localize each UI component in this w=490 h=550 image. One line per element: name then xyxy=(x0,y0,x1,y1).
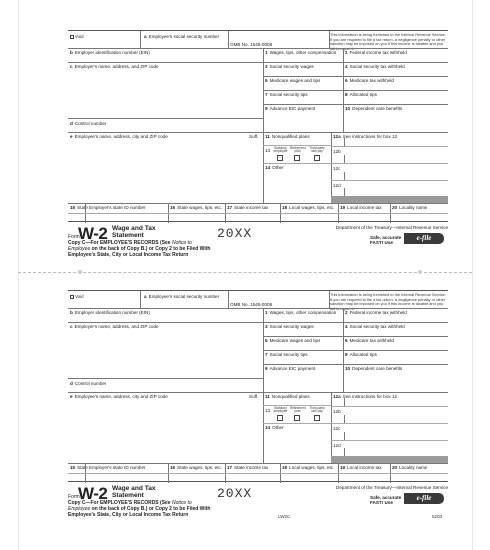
copy-desc-line: Copy C—For EMPLOYEE'S RECORDS (See xyxy=(68,500,171,506)
box-13-number: 13 xyxy=(265,408,271,413)
box-label: Employer's name, address, and ZIP code xyxy=(74,324,159,329)
box-label: Advance EIC payment xyxy=(269,366,316,371)
box-12b[interactable]: 12b xyxy=(333,409,341,414)
treasury-department: Department of the Treasury—Internal Revenue Service xyxy=(335,225,448,230)
grid-line xyxy=(68,322,263,323)
box-e-employee[interactable] xyxy=(70,394,168,399)
grid-line xyxy=(329,31,330,48)
box-label: Local wages, tips, etc. xyxy=(289,205,335,210)
box-12d[interactable]: 12d xyxy=(333,183,341,188)
omb-number: OMB No. 1545-0008 xyxy=(230,302,273,307)
form-w2-title: W-2 xyxy=(78,484,108,503)
form-w2-title: W-2 xyxy=(78,224,108,243)
box-label: Local income tax xyxy=(347,205,382,210)
tax-year: 20XX xyxy=(217,486,253,501)
box-10[interactable] xyxy=(345,106,402,111)
box-label: Nonqualified plans xyxy=(271,134,310,139)
grid-line xyxy=(228,31,229,48)
void-label: Void xyxy=(75,294,84,299)
copy-c-description xyxy=(68,500,268,518)
copy-c-description xyxy=(68,240,268,258)
box-20[interactable] xyxy=(392,205,427,210)
retirement-plan-checkbox[interactable] xyxy=(294,415,300,421)
box-label: Wages, tips, other compensation xyxy=(269,310,337,315)
box-b-ein[interactable] xyxy=(70,310,150,315)
box-number: 6 xyxy=(345,78,348,83)
box-5[interactable] xyxy=(265,78,320,83)
box-letter: e xyxy=(70,134,73,139)
shaded-area xyxy=(331,196,448,203)
box-number: 12a xyxy=(333,134,341,139)
box-7[interactable] xyxy=(265,352,308,357)
form-product-code: LW2C xyxy=(278,514,291,519)
copy-desc-line: on the back of Copy B.) or Copy 2 to be Filed With xyxy=(91,246,211,252)
box-label: Dependent care benefits xyxy=(352,106,403,111)
box-label: Social security tips xyxy=(269,92,308,97)
grid-line xyxy=(331,180,448,181)
copy-desc-employee: Employee xyxy=(68,246,91,252)
statutory-employee-checkbox[interactable] xyxy=(277,415,283,421)
grid-line xyxy=(68,132,448,133)
grid-line xyxy=(263,76,448,77)
void-label: Void xyxy=(75,34,84,39)
statutory-employee-label: Statutory employee xyxy=(273,406,288,414)
box-number: 17 xyxy=(227,465,233,470)
box-12b[interactable]: 12b xyxy=(333,149,341,154)
box-label: Control number xyxy=(74,121,107,126)
box-8[interactable] xyxy=(345,92,377,97)
code-divider xyxy=(344,188,345,196)
box-number: 7 xyxy=(265,352,268,357)
retirement-plan-label: Retirement plan xyxy=(290,406,306,414)
box-label: Other xyxy=(272,165,284,170)
box-label: See instructions for box 12 xyxy=(342,394,398,399)
box-number: 10 xyxy=(345,366,351,371)
box-14[interactable] xyxy=(265,165,284,170)
box-number: 16 xyxy=(170,465,176,470)
box-number: 12a xyxy=(333,394,341,399)
box-label: Medicare wages and tips xyxy=(269,338,321,343)
grid-line xyxy=(263,423,331,424)
box-label: State income tax xyxy=(234,465,269,470)
box-number: 5 xyxy=(265,78,268,83)
box-label: Social security tax withheld xyxy=(349,64,405,69)
box-number: 15 xyxy=(70,205,76,210)
box-label: Local wages, tips, etc. xyxy=(289,465,335,470)
grid-line xyxy=(331,392,332,463)
title-line: Wage and Tax xyxy=(112,225,156,232)
box-label: Social security tax withheld xyxy=(349,324,405,329)
box-number: 18 xyxy=(282,465,288,470)
grid-line xyxy=(263,308,264,463)
box-1[interactable] xyxy=(265,50,336,55)
grid-line xyxy=(263,163,331,164)
copy-desc-employee: Employee xyxy=(68,506,91,512)
box-15-id[interactable]: Employer's state ID number xyxy=(89,465,146,470)
box-number: 20 xyxy=(392,465,398,470)
box-12c[interactable]: 12c xyxy=(333,426,341,431)
void-checkbox-area[interactable] xyxy=(70,294,84,299)
box-c-employer[interactable] xyxy=(70,324,159,329)
box-label: Social security tips xyxy=(269,352,308,357)
grid-line xyxy=(331,132,332,203)
box-letter: d xyxy=(70,381,73,386)
void-checkbox-area[interactable] xyxy=(70,34,84,39)
suffix-label: Suff. xyxy=(249,134,259,139)
copy-desc-notice: Notice to xyxy=(171,500,192,506)
box-19[interactable] xyxy=(340,205,382,210)
box-number: 8 xyxy=(345,352,348,357)
code-divider xyxy=(344,432,345,440)
grid-line xyxy=(331,146,448,147)
box-12d[interactable]: 12d xyxy=(333,443,341,448)
w2-footer xyxy=(68,223,448,263)
w2-form-grid xyxy=(68,30,448,222)
box-16[interactable] xyxy=(170,465,222,470)
box-2[interactable] xyxy=(345,50,407,55)
box-18[interactable] xyxy=(282,465,334,470)
void-checkbox[interactable] xyxy=(70,295,74,299)
box-number: 4 xyxy=(345,64,348,69)
box-13-number: 13 xyxy=(265,148,271,153)
box-number: 11 xyxy=(265,134,270,139)
box-label: Nonqualified plans xyxy=(271,394,310,399)
box-16[interactable] xyxy=(170,205,222,210)
box-3[interactable] xyxy=(265,64,314,69)
w2-footer xyxy=(68,483,448,523)
grid-line xyxy=(331,406,448,407)
box-label: Employer identification number (EIN) xyxy=(74,310,150,315)
grid-line xyxy=(331,163,448,164)
box-number: 15 xyxy=(70,465,76,470)
grid-line xyxy=(68,213,448,214)
box-label: Wages, tips, other compensation xyxy=(269,50,337,55)
box-label: See instructions for box 12 xyxy=(342,134,398,139)
box-number: 4 xyxy=(345,324,348,329)
box-letter: b xyxy=(70,310,73,315)
box-letter: e xyxy=(70,394,73,399)
box-number: 3 xyxy=(265,324,268,329)
grid-line xyxy=(263,350,448,351)
retirement-plan-label: Retirement plan xyxy=(290,146,306,154)
box-label: Federal income tax withheld xyxy=(349,50,407,55)
perforation-notch xyxy=(418,270,422,274)
grid-line xyxy=(263,104,448,105)
grid-line xyxy=(263,90,448,91)
sheet-edge-left xyxy=(18,0,19,550)
box-18[interactable] xyxy=(282,205,334,210)
box-9[interactable] xyxy=(265,106,315,111)
treasury-department: Department of the Treasury—Internal Revenue Service xyxy=(335,485,448,490)
box-label: Medicare tax withheld xyxy=(349,78,394,83)
sheet-edge-right xyxy=(472,0,473,550)
box-number: 20 xyxy=(392,205,398,210)
box-number: 8 xyxy=(345,92,348,97)
irs-info-text: This information is being furnished to the Internal Revenue Service. If you are required to file a tax return, a negligence penalty or other sanction may be imposed on you if this income is taxable and you fail to report it. xyxy=(330,32,446,51)
third-party-sick-pay-checkbox[interactable] xyxy=(314,155,320,161)
grid-line xyxy=(68,392,448,393)
code-divider xyxy=(344,415,345,423)
box-number: 10 xyxy=(345,106,351,111)
box-label: Federal income tax withheld xyxy=(349,310,407,315)
box-label: Employee's name, address, city and ZIP code xyxy=(74,394,168,399)
box-19[interactable] xyxy=(340,465,382,470)
grid-line xyxy=(68,308,448,309)
box-9[interactable] xyxy=(265,366,315,371)
box-label: Employer identification number (EIN) xyxy=(74,50,150,55)
title-line: Statement xyxy=(112,232,144,239)
box-number: 3 xyxy=(265,64,268,69)
grid-line xyxy=(263,322,448,323)
form-item-number: 5203 xyxy=(432,514,443,519)
box-label: State wages, tips, etc. xyxy=(177,465,223,470)
code-divider xyxy=(344,398,345,406)
grid-line xyxy=(228,291,229,308)
box-number: 14 xyxy=(265,425,271,430)
box-number: 5 xyxy=(265,338,268,343)
box-label: Advance EIC payment xyxy=(269,106,316,111)
grid-line xyxy=(329,291,330,308)
box-letter: c xyxy=(70,64,73,69)
box-a-ssn[interactable] xyxy=(144,34,219,39)
box-number: 14 xyxy=(265,165,271,170)
copy-desc-line: Employee's State, City or Local Income Tax Return xyxy=(68,512,189,518)
grid-line xyxy=(331,423,448,424)
box-label: Other xyxy=(272,425,284,430)
wage-tax-statement-title xyxy=(112,485,156,499)
box-4[interactable] xyxy=(345,64,405,69)
box-11[interactable] xyxy=(265,134,310,139)
code-divider xyxy=(344,155,345,163)
box-number: 1 xyxy=(265,310,268,315)
box-number: 17 xyxy=(227,205,233,210)
box-label: State xyxy=(77,465,88,470)
box-7[interactable] xyxy=(265,92,308,97)
box-number: 2 xyxy=(345,310,348,315)
box-number: 9 xyxy=(265,366,268,371)
ssn-label: Employee's social security number xyxy=(148,294,220,299)
grid-line xyxy=(263,336,448,337)
copy-desc-line: on the back of Copy B.) or Copy 2 to be Filed With xyxy=(91,506,211,512)
box-label: Control number xyxy=(74,381,107,386)
copy-desc-line: Copy C—For EMPLOYEE'S RECORDS (See xyxy=(68,240,171,246)
omb-number: OMB No. 1545-0008 xyxy=(230,42,273,47)
box-12a[interactable] xyxy=(333,394,397,399)
box-number: 2 xyxy=(345,50,348,55)
grid-line xyxy=(140,291,141,308)
box-12a[interactable] xyxy=(333,134,397,139)
box-label: Locality name xyxy=(399,205,428,210)
box-6[interactable] xyxy=(345,338,394,343)
efile-logo: e-file xyxy=(404,493,444,504)
box-label: State xyxy=(77,205,88,210)
grid-line xyxy=(331,440,448,441)
promo-line: Safe, accurate xyxy=(370,495,402,500)
box-label: Employer's name, address, and ZIP code xyxy=(74,64,159,69)
grid-line xyxy=(263,62,448,63)
grid-line xyxy=(68,48,448,49)
box-label: Allocated tips xyxy=(349,92,377,97)
box-14[interactable] xyxy=(265,425,284,430)
form-word: Form xyxy=(68,494,80,500)
box-label: Locality name xyxy=(399,465,428,470)
box-label: Allocated tips xyxy=(349,352,377,357)
promo-line: FAST! Use xyxy=(370,240,393,246)
grid-line xyxy=(68,203,448,204)
grid-line xyxy=(140,31,141,48)
copy-desc-notice: Notice to xyxy=(171,240,192,246)
box-label: State income tax xyxy=(234,205,269,210)
ssn-label: Employee's social security number xyxy=(148,34,220,39)
box-number: 1 xyxy=(265,50,268,55)
box-5[interactable] xyxy=(265,338,320,343)
retirement-plan-checkbox[interactable] xyxy=(294,155,300,161)
irs-info-text: This information is being furnished to the Internal Revenue Service. If you are required to file a tax return, a negligence penalty or other sanction may be imposed on you if this income is taxable and you fail to report it. xyxy=(330,292,446,311)
box-label: Local income tax xyxy=(347,465,382,470)
box-letter: a xyxy=(144,294,147,299)
box-letter: a xyxy=(144,34,147,39)
form-word: Form xyxy=(68,234,80,240)
box-letter: b xyxy=(70,50,73,55)
box-label: Medicare tax withheld xyxy=(349,338,394,343)
box-12c[interactable]: 12c xyxy=(333,166,341,171)
perforation-notch xyxy=(78,270,82,274)
wage-tax-statement-title xyxy=(112,225,156,239)
efile-logo: e-file xyxy=(404,233,444,244)
box-label: Dependent care benefits xyxy=(352,366,403,371)
code-divider xyxy=(344,138,345,146)
box-a-ssn[interactable] xyxy=(144,294,219,299)
box-8[interactable] xyxy=(345,352,377,357)
box-number: 19 xyxy=(340,205,346,210)
statutory-employee-label: Statutory employee xyxy=(273,146,288,154)
box-label: Social security wages xyxy=(269,324,314,329)
grid-line xyxy=(263,48,264,203)
third-party-sick-pay-label: Third-party sick pay xyxy=(309,146,325,154)
box-c-employer[interactable] xyxy=(70,64,159,69)
box-b-ein[interactable] xyxy=(70,50,150,55)
promo-line: FAST! Use xyxy=(370,500,393,506)
box-15-id[interactable]: Employer's state ID number xyxy=(89,205,146,210)
void-checkbox[interactable] xyxy=(70,35,74,39)
code-divider xyxy=(344,448,345,456)
box-letter: d xyxy=(70,121,73,126)
box-label: Employee's name, address, city and ZIP code xyxy=(74,134,168,139)
grid-line xyxy=(68,378,263,379)
box-number: 9 xyxy=(265,106,268,111)
box-letter: c xyxy=(70,324,73,329)
box-11[interactable] xyxy=(265,394,310,399)
box-number: 11 xyxy=(265,394,270,399)
box-4[interactable] xyxy=(345,324,405,329)
box-2[interactable] xyxy=(345,310,407,315)
third-party-sick-pay-label: Third-party sick pay xyxy=(309,406,325,414)
suffix-label: Suff. xyxy=(249,394,259,399)
box-e-employee[interactable] xyxy=(70,134,168,139)
box-label: Medicare wages and tips xyxy=(269,78,321,83)
box-number: 19 xyxy=(340,465,346,470)
promo-line: Safe, accurate xyxy=(370,235,402,240)
box-10[interactable] xyxy=(345,366,402,371)
box-number: 16 xyxy=(170,205,176,210)
box-d-control[interactable] xyxy=(70,381,106,386)
box-label: Social security wages xyxy=(269,64,314,69)
box-6[interactable] xyxy=(345,78,394,83)
box-1[interactable] xyxy=(265,310,336,315)
grid-line xyxy=(68,118,263,119)
statutory-employee-checkbox[interactable] xyxy=(277,155,283,161)
grid-line xyxy=(263,364,448,365)
box-20[interactable] xyxy=(392,465,427,470)
grid-line xyxy=(68,62,263,63)
code-divider xyxy=(344,172,345,180)
title-line: Statement xyxy=(112,492,144,499)
grid-line xyxy=(68,473,448,474)
perforation-line xyxy=(18,272,472,273)
shaded-area xyxy=(331,456,448,463)
title-line: Wage and Tax xyxy=(112,485,156,492)
third-party-sick-pay-checkbox[interactable] xyxy=(314,415,320,421)
box-3[interactable] xyxy=(265,324,314,329)
w2-form-grid xyxy=(68,290,448,482)
box-17[interactable] xyxy=(227,205,268,210)
copy-desc-line: Employee's State, City or Local Income Tax Return xyxy=(68,252,189,258)
box-number: 6 xyxy=(345,338,348,343)
box-d-control[interactable] xyxy=(70,121,106,126)
box-17[interactable] xyxy=(227,465,268,470)
grid-line xyxy=(68,463,448,464)
box-number: 7 xyxy=(265,92,268,97)
box-label: State wages, tips, etc. xyxy=(177,205,223,210)
tax-year: 20XX xyxy=(217,226,253,241)
box-number: 18 xyxy=(282,205,288,210)
